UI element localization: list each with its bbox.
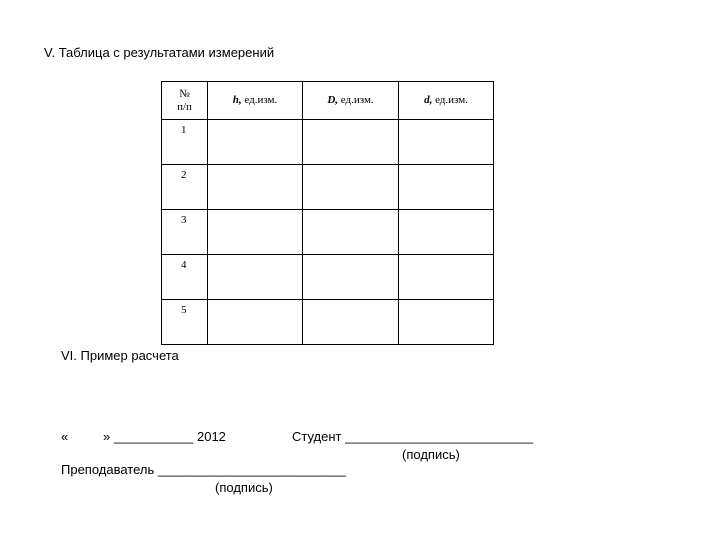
cell-h <box>208 255 303 300</box>
header-D-unit: ед.изм. <box>338 94 374 106</box>
date-quote-open: « <box>61 429 69 444</box>
row-number: 1 <box>162 120 208 165</box>
cell-h <box>208 300 303 345</box>
row-number: 5 <box>162 300 208 345</box>
row-number: 2 <box>162 165 208 210</box>
measurements-table <box>161 81 494 345</box>
header-D-variable: D, <box>327 94 339 106</box>
row-number: 3 <box>162 210 208 255</box>
header-h-unit: ед.изм. <box>241 94 278 106</box>
cell-D <box>303 165 399 210</box>
student-signature-line: Студент __________________________ <box>292 429 534 444</box>
cell-d <box>399 120 494 165</box>
header-h-variable: h, <box>232 94 242 106</box>
header-number-line2: п/п <box>177 100 192 113</box>
header-d-unit: ед.изм. <box>432 94 468 106</box>
cell-D <box>303 255 399 300</box>
cell-h <box>208 120 303 165</box>
cell-D <box>303 300 399 345</box>
cell-d <box>399 165 494 210</box>
header-h <box>208 82 303 120</box>
cell-d <box>399 255 494 300</box>
cell-h <box>208 210 303 255</box>
cell-d <box>399 210 494 255</box>
header-d <box>399 82 494 120</box>
cell-D <box>303 120 399 165</box>
teacher-signature-caption: (подпись) <box>215 480 273 495</box>
header-d-variable: d, <box>424 94 433 106</box>
header-D <box>303 82 399 120</box>
cell-d <box>399 300 494 345</box>
header-number-line1: № <box>179 87 190 100</box>
table-row <box>162 210 494 255</box>
table-row <box>162 255 494 300</box>
cell-h <box>208 165 303 210</box>
table-header-row <box>162 82 494 120</box>
student-signature-caption: (подпись) <box>402 447 460 462</box>
teacher-signature-line: Преподаватель __________________________ <box>61 462 346 477</box>
section-5-title: V. Таблица с результатами измерений <box>44 45 275 60</box>
header-number <box>162 82 208 120</box>
cell-D <box>303 210 399 255</box>
table-row <box>162 300 494 345</box>
date-line: » ___________ 2012 <box>103 429 226 444</box>
table-row <box>162 165 494 210</box>
section-6-title: VI. Пример расчета <box>61 348 179 363</box>
table-row <box>162 120 494 165</box>
row-number: 4 <box>162 255 208 300</box>
